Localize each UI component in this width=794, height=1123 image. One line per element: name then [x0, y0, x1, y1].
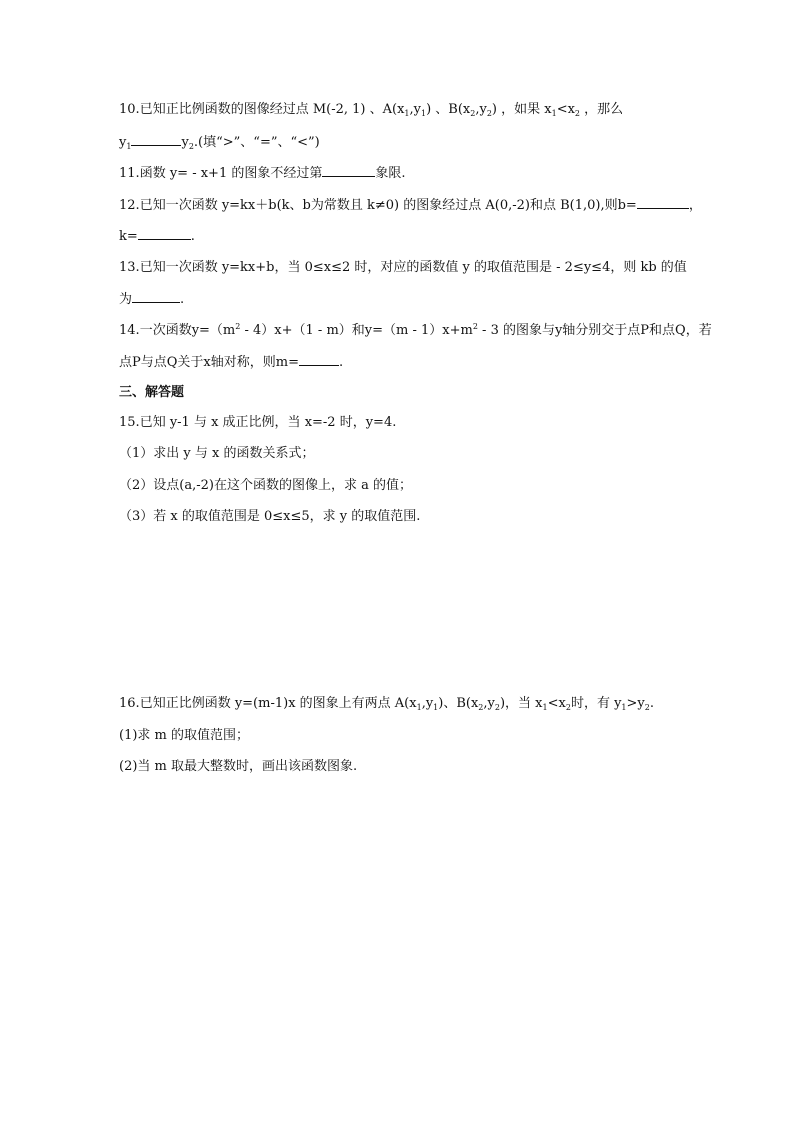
q10-text: ,y: [409, 102, 421, 117]
q16-number: 16.: [119, 696, 140, 711]
sub: 1: [404, 109, 410, 118]
q14-text: .: [338, 355, 344, 370]
q10-text: ,y: [475, 102, 487, 117]
q10-line2: [119, 133, 320, 152]
sub: 2: [486, 109, 492, 118]
q10-line1: [119, 101, 623, 119]
q15-stem: [119, 414, 396, 432]
q14-text: - 3 的图象与y轴分别交于点P和点Q，若: [477, 323, 712, 338]
q16-part1: (1)求 m 的取值范围；: [119, 728, 250, 743]
answer-blank[interactable]: [299, 353, 339, 366]
q14-text: - 4）x+（1 - m）和y=（m - 1）x+m: [240, 323, 473, 338]
q10-text: ) 、B(x: [426, 102, 471, 117]
q13-line1: [119, 259, 687, 277]
q12-text: k=: [119, 229, 138, 244]
sub: 1: [420, 109, 427, 118]
q14-line2: [119, 353, 343, 372]
answer-blank[interactable]: [637, 196, 689, 209]
q16-text: ,y: [421, 696, 434, 711]
sub: 1: [551, 109, 557, 118]
q15-part1: （1）求出 y 与 x 的函数关系式；: [119, 446, 315, 461]
q14-number: 14.: [119, 323, 140, 338]
q13-text: 已知一次函数 y=kx+b，当 0≤x≤2 时，对应的函数值 y 的取值范围是 - 2≤y≤4，则 kb 的值: [139, 260, 687, 275]
answer-blank[interactable]: [131, 133, 181, 146]
q12-line1: [119, 196, 702, 215]
q11-text: 象限.: [375, 166, 406, 181]
q11-line: [119, 164, 405, 183]
q16-text: >y: [626, 696, 645, 711]
sub: 1: [416, 703, 422, 712]
q16-text: 时，有 y: [570, 696, 622, 711]
q13-text: 为: [119, 292, 133, 307]
q11-number: 11.: [119, 166, 140, 181]
q10-number: 10.: [119, 102, 140, 117]
q14-text: 一次函数y=（m: [139, 323, 236, 338]
q10-text: ) ，如果 x: [491, 102, 552, 117]
sub: 2: [494, 703, 500, 712]
q15-text: 已知 y-1 与 x 成正比例，当 x=-2 时，y=4.: [139, 415, 397, 430]
q15-number: 15.: [119, 415, 140, 430]
sub: 2: [644, 703, 650, 712]
sub: 2: [478, 703, 484, 712]
answer-blank[interactable]: [138, 227, 191, 240]
q16-text: 已知正比例函数 y=(m-1)x 的图象上有两点 A(x: [139, 696, 417, 711]
sub: 2: [188, 142, 194, 151]
q12-text: .: [190, 229, 195, 244]
sub: 2: [470, 109, 476, 118]
q12-text: ，: [688, 198, 702, 213]
q11-text: 函数 y= - x+1 的图象不经过第: [139, 166, 323, 181]
q12-number: 12.: [119, 198, 140, 213]
q10-text: <x: [556, 102, 575, 117]
q12-text: 已知一次函数 y=kx＋b(k、b为常数且 k≠0) 的图象经过点 A(0,-2)和点 B(1,0),则b=: [139, 198, 637, 213]
q16-part2: (2)当 m 取最大整数时，画出该函数图象.: [119, 759, 358, 774]
sup: 2: [472, 322, 478, 331]
q10-text: y: [119, 135, 127, 150]
q14-line1: [119, 322, 712, 340]
q10-text: ，那么: [580, 102, 624, 117]
section-heading: 三、解答题: [119, 385, 185, 400]
q10-text: .(填“>”、“=”、“<”): [193, 135, 320, 150]
q10-text: 已知正比例函数的图像经过点 M(-2, 1) 、A(x: [139, 102, 405, 117]
sub: 1: [542, 703, 548, 712]
q16-text: )，当 x: [499, 696, 543, 711]
sub: 2: [574, 109, 581, 118]
q12-line2: [119, 227, 195, 246]
sup: 2: [235, 322, 241, 331]
q13-text: .: [180, 292, 185, 307]
answer-blank[interactable]: [132, 290, 180, 303]
q15-part3: （3）若 x 的取值范围是 0≤x≤5，求 y 的取值范围.: [119, 509, 421, 524]
q16-text: )、B(x: [438, 696, 479, 711]
q16-text: .: [649, 696, 654, 711]
q14-text: 点P与点Q关于x轴对称，则m=: [119, 355, 299, 370]
q13-number: 13.: [119, 260, 140, 275]
sub: 2: [565, 703, 571, 712]
q16-text: ,y: [483, 696, 495, 711]
sub: 1: [433, 703, 439, 712]
sub: 1: [621, 703, 627, 712]
answer-blank[interactable]: [322, 164, 375, 177]
q16-text: <x: [547, 696, 566, 711]
q13-line2: [119, 290, 184, 309]
q15-part2: （2）设点(a,-2)在这个函数的图像上，求 a 的值；: [119, 478, 412, 493]
q16-stem: [119, 695, 654, 713]
q10-text: y: [181, 135, 189, 150]
sub: 1: [126, 142, 132, 151]
